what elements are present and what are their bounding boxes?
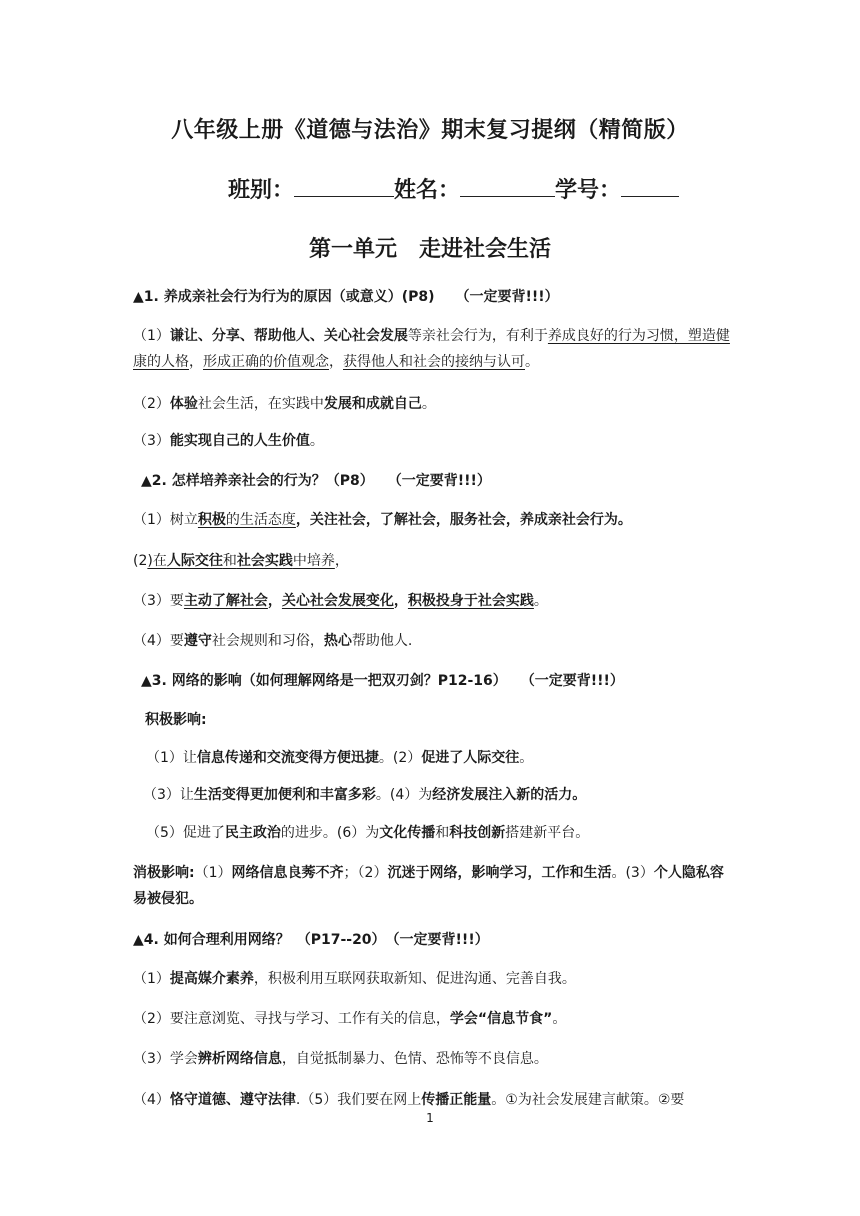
page-number: 1: [426, 1111, 434, 1125]
q4-point-2: （2）要注意浏览、寻找与学习、工作有关的信息，学会“信息节食”。: [133, 1011, 567, 1027]
document-title: 八年级上册《道德与法治》期末复习提纲（精简版）: [171, 118, 689, 143]
q3-positive-label: 积极影响:: [145, 712, 207, 728]
q2-point-4: （4）要遵守社会规则和习俗，热心帮助他人.: [133, 633, 413, 649]
q2-heading: ▲2. 怎样培养亲社会的行为？（P8） （一定要背!!!）: [141, 473, 491, 489]
student-info-fields: [228, 173, 679, 204]
q2-point-1: （1）树立积极的生活态度，关注社会，了解社会，服务社会，养成亲社会行为。: [133, 512, 632, 528]
q2-point-3: （3）要主动了解社会，关心社会发展变化，积极投身于社会实践。: [133, 593, 548, 609]
q3-positive-line-1: （1）让信息传递和交流变得方便迅捷。(2）促进了人际交往。: [146, 750, 534, 766]
class-label: 班别：: [228, 178, 295, 203]
class-blank[interactable]: [294, 174, 394, 197]
q3-heading: ▲3. 网络的影响（如何理解网络是一把双刃剑？P12-16） （一定要背!!!）: [141, 673, 624, 689]
q4-point-1: （1）提高媒介素养，积极利用互联网获取新知、促进沟通、完善自我。: [133, 971, 576, 987]
name-label: 姓名：: [394, 178, 461, 203]
q4-heading: ▲4. 如何合理利用网络？ （P17--20） （一定要背!!!）: [133, 932, 489, 948]
unit-title: 第一单元 走进社会生活: [308, 237, 551, 262]
id-blank[interactable]: [621, 174, 679, 197]
name-blank[interactable]: [460, 174, 555, 197]
id-label: 学号：: [555, 178, 622, 203]
q4-point-4: （4）恪守道德、遵守法律.（5）我们要在网上传播正能量。①为社会发展建言献策。②要: [133, 1092, 685, 1108]
q1-point-3: （3）能实现自己的人生价值。: [133, 433, 324, 449]
q2-point-2: (2)在人际交往和社会实践中培养，: [133, 553, 349, 569]
q1-point-2: （2）体验社会生活，在实践中发展和成就自己。: [133, 396, 436, 412]
q3-positive-line-2: （3）让生活变得更加便利和丰富多彩。(4）为经济发展注入新的活力。: [143, 787, 587, 803]
q1-heading: ▲1. 养成亲社会行为行为的原因（或意义）(P8) （一定要背!!!）: [133, 289, 559, 305]
q3-negative: 消极影响:（1）网络信息良莠不齐；（2）沉迷于网络，影响学习，工作和生活。(3）个人隐私容易被侵犯。: [133, 865, 724, 907]
q1-point-1: （1）谦让、分享、帮助他人、关心社会发展等亲社会行为，有利于养成良好的行为习惯，塑造健康的人格，形成正确的价值观念，获得他人和社会的接纳与认可。: [133, 328, 730, 370]
q4-point-3: （3）学会辨析网络信息，自觉抵制暴力、色情、恐怖等不良信息。: [133, 1051, 548, 1067]
q3-positive-line-3: （5）促进了民主政治的进步。(6）为文化传播和科技创新搭建新平台。: [146, 825, 590, 841]
